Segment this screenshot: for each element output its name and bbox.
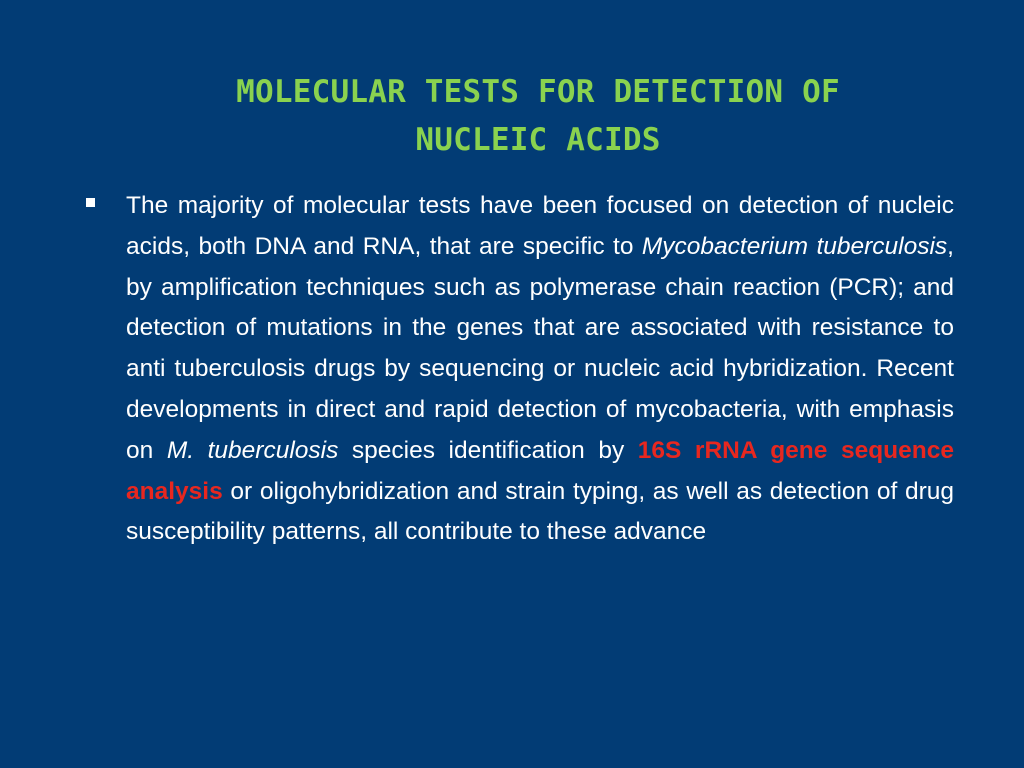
slide-title [110, 68, 966, 164]
paragraph-segment-1: The majority of molecular tests have been focused on detection of nucleic acids, both DNA and RNA, that are specific to [126, 192, 954, 260]
bullet-paragraph [86, 186, 954, 553]
title-line-2: NUCLEIC ACIDS [415, 122, 661, 158]
bullet-item [86, 186, 954, 553]
square-bullet-icon [86, 198, 95, 207]
species-name-italic: Mycobacterium tuberculosis [641, 232, 948, 260]
species-abbrev-italic: M. tuberculosis [166, 436, 339, 464]
title-line-1: MOLECULAR TESTS FOR DETECTION OF [236, 74, 840, 110]
highlighted-term: 16S rRNA gene sequence analysis [126, 436, 954, 505]
paragraph-segment-3: , by amplification techniques such as polymerase chain reaction (PCR); and detection of mutations in the genes that are associated with resistance to anti tuberculosis drugs by sequencing or nucleic acid hybridization. Recent developments in direct and rapid detection of mycobacteria, with emphasis on [126, 232, 954, 464]
paragraph-segment-5: species identification by [338, 436, 638, 464]
paragraph-segment-7: or oligohybridization and strain typing, as well as detection of drug susceptibility patterns, all contribute to these advance [126, 477, 954, 546]
